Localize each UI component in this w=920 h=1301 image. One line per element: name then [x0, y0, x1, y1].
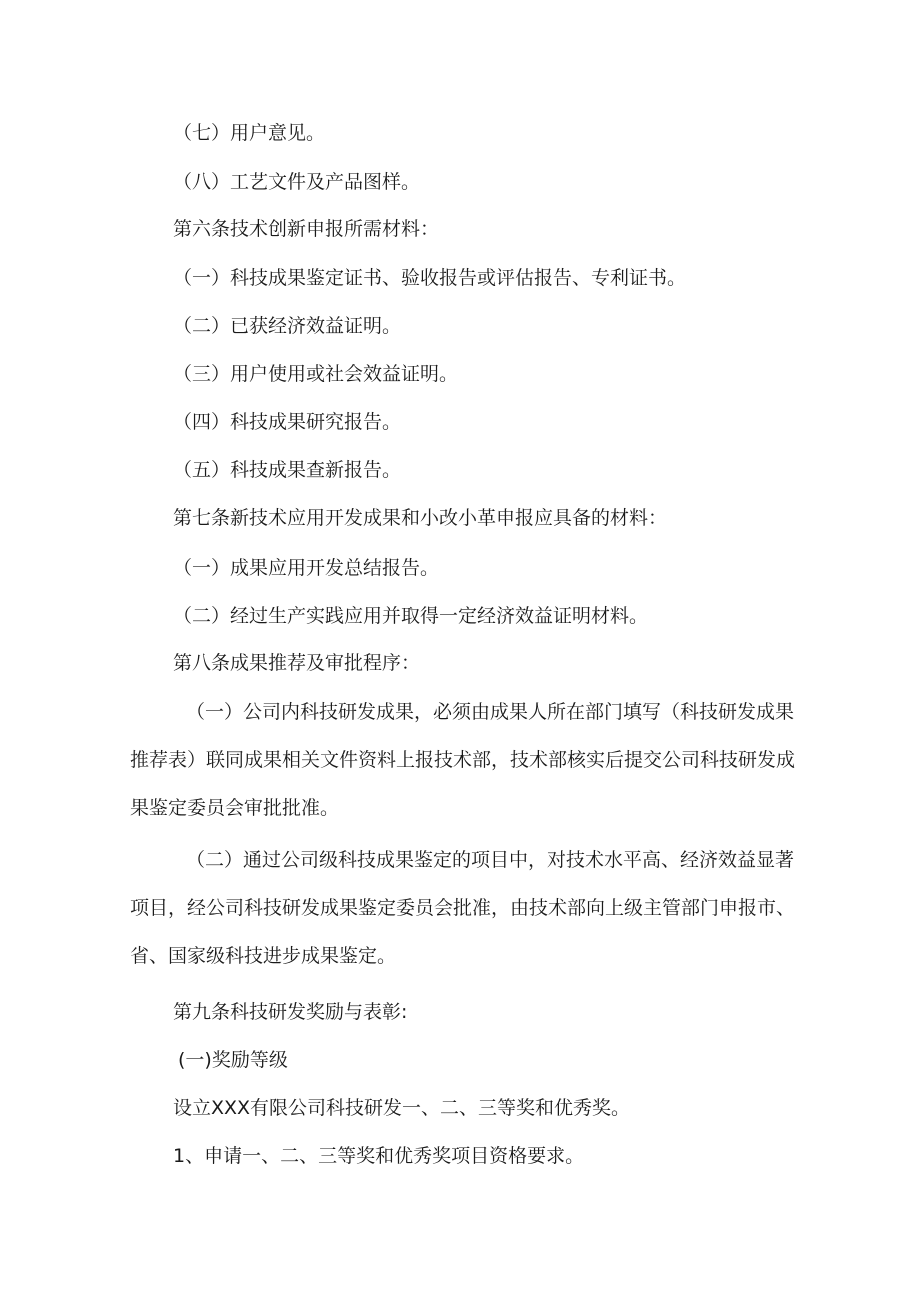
- article-six-item-3: （三）用户使用或社会效益证明。: [173, 363, 459, 385]
- award-level-heading: (一)奖励等级: [178, 1049, 288, 1071]
- article-six-item-2: （二）已获经济效益证明。: [173, 315, 402, 337]
- article-nine-heading: 第九条科技研发奖励与表彰:: [173, 1001, 408, 1023]
- article-six-item-5: （五）科技成果查新报告。: [173, 459, 402, 481]
- award-setup-line: 设立XXX有限公司科技研发一、二、三等奖和优秀奖。: [173, 1097, 631, 1119]
- article-seven-item-2: （二）经过生产实践应用并取得一定经济效益证明材料。: [173, 605, 649, 627]
- article-seven-item-1: （一）成果应用开发总结报告。: [173, 557, 440, 579]
- article-six-item-4: （四）科技成果研究报告。: [173, 411, 402, 433]
- article-six-heading: 第六条技术创新申报所需材料：: [173, 218, 440, 240]
- article-seven-heading: 第七条新技术应用开发成果和小改小革申报应具备的材料：: [173, 507, 668, 529]
- award-requirements-line: 1、申请一、二、三等奖和优秀奖项目资格要求。: [173, 1145, 585, 1167]
- article-eight-heading: 第八条成果推荐及审批程序：: [173, 652, 421, 674]
- item-user-opinion: （七）用户意见。: [173, 122, 326, 144]
- article-eight-paragraph-1: （一）公司内科技研发成果，必须由成果人所在部门填写（科技研发成果推荐表）联同成果相关文件资料上报技术部，技术部核实后提交公司科技研发成果鉴定委员会审批批准。: [130, 701, 796, 819]
- article-six-item-1: （一）科技成果鉴定证书、验收报告或评估报告、专利证书。: [173, 267, 687, 289]
- item-process-docs: （八）工艺文件及产品图样。: [173, 171, 421, 193]
- article-eight-paragraph-2: （二）通过公司级科技成果鉴定的项目中，对技术水平高、经济效益显著项目，经公司科技研发成果鉴定委员会批准，由技术部向上级主管部门申报市、省、国家级科技进步成果鉴定。: [130, 849, 796, 967]
